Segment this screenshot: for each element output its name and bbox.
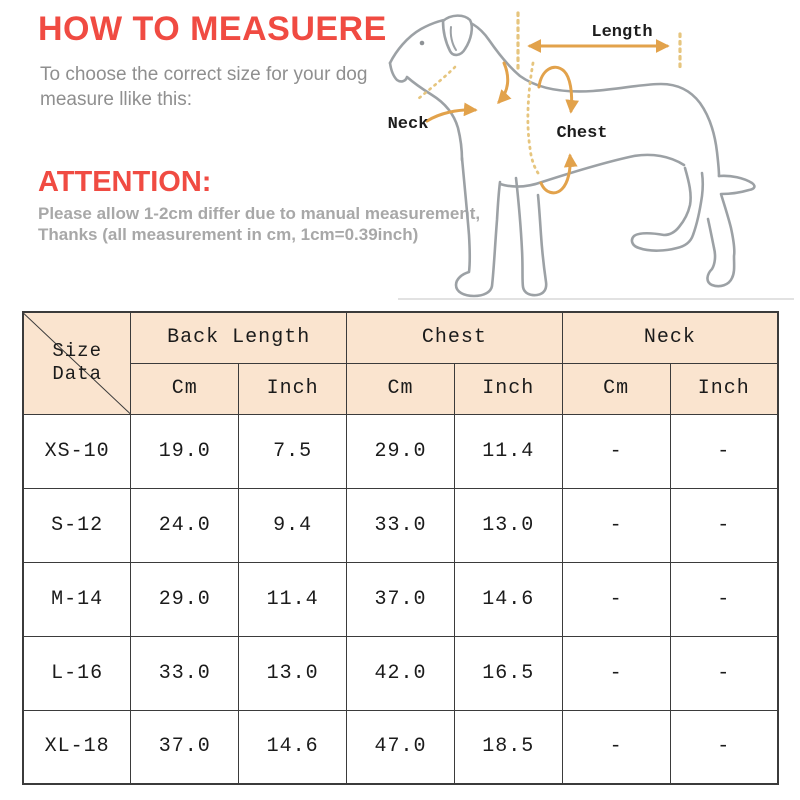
table-cell: 14.6	[239, 710, 347, 784]
table-row-m14	[23, 562, 778, 636]
table-cell: 7.5	[239, 414, 347, 488]
table-row-l16	[23, 636, 778, 710]
dog-ear	[443, 16, 472, 55]
subtitle-line-1: To choose the correct size for your dog	[40, 64, 368, 85]
table-cell: 37.0	[131, 710, 239, 784]
unit-header-back-cm: Cm	[131, 363, 239, 414]
size-label: L-16	[23, 636, 131, 710]
attention-line-1: Please allow 1-2cm differ due to manual measurement,	[38, 204, 481, 223]
table-cell: -	[562, 562, 670, 636]
unit-header-back-inch: Inch	[239, 363, 347, 414]
table-cell: 47.0	[347, 710, 455, 784]
table-cell: -	[562, 488, 670, 562]
unit-header-neck-inch: Inch	[670, 363, 778, 414]
table-cell: 19.0	[131, 414, 239, 488]
neck-arrow-lower-icon	[427, 110, 475, 121]
table-cell: 24.0	[131, 488, 239, 562]
unit-header-chest-cm: Cm	[347, 363, 455, 414]
size-label: XL-18	[23, 710, 131, 784]
dog-eye	[420, 41, 425, 46]
size-table	[22, 311, 779, 785]
table-cell: -	[670, 562, 778, 636]
size-label: M-14	[23, 562, 131, 636]
dog-front-leg-far	[516, 178, 546, 295]
dog-belly	[500, 155, 684, 187]
page-title: HOW TO MEASUERE	[38, 10, 387, 48]
table-cell: 42.0	[347, 636, 455, 710]
header-back-length: Back Length	[131, 312, 347, 363]
table-cell: 13.0	[454, 488, 562, 562]
attention-line-2: Thanks (all measurement in cm, 1cm=0.39inch)	[38, 225, 419, 244]
table-cell: 11.4	[239, 562, 347, 636]
table-cell: 16.5	[454, 636, 562, 710]
table-cell: -	[562, 414, 670, 488]
chest-dashed-guide	[528, 63, 538, 173]
table-row-xs10	[23, 414, 778, 488]
table-cell: 33.0	[131, 636, 239, 710]
header-neck: Neck	[562, 312, 778, 363]
table-row-s12	[23, 488, 778, 562]
table-cell: 13.0	[239, 636, 347, 710]
corner-label: Size Data	[52, 340, 102, 386]
table-cell: 14.6	[454, 562, 562, 636]
size-label: S-12	[23, 488, 131, 562]
dog-hind-leg-near	[632, 168, 703, 251]
table-cell: -	[670, 636, 778, 710]
table-cell: 11.4	[454, 414, 562, 488]
table-cell: -	[562, 636, 670, 710]
table-cell: -	[562, 710, 670, 784]
unit-header-neck-cm: Cm	[562, 363, 670, 414]
neck-dashed-guide	[418, 67, 455, 99]
header-chest: Chest	[347, 312, 563, 363]
neck-arrow-upper-icon	[499, 63, 508, 102]
neck-label: Neck	[387, 115, 429, 134]
table-cell: 29.0	[347, 414, 455, 488]
table-row-xl18	[23, 710, 778, 784]
table-cell: -	[670, 710, 778, 784]
subtitle	[40, 62, 367, 112]
table-cell: 33.0	[347, 488, 455, 562]
dog-front-leg-near	[456, 158, 500, 296]
length-label: Length	[591, 23, 653, 42]
chest-label: Chest	[556, 124, 608, 143]
unit-header-chest-inch: Inch	[454, 363, 562, 414]
attention-title: ATTENTION:	[38, 166, 212, 198]
dog-tail-rear	[707, 176, 754, 286]
table-cell: 29.0	[131, 562, 239, 636]
table-cell: 37.0	[347, 562, 455, 636]
size-label: XS-10	[23, 414, 131, 488]
subtitle-line-2: measure llike this:	[40, 89, 193, 110]
table-cell: 9.4	[239, 488, 347, 562]
table-cell: -	[670, 488, 778, 562]
table-cell: -	[670, 414, 778, 488]
table-cell: 18.5	[454, 710, 562, 784]
corner-cell	[23, 312, 131, 414]
dog-measurement-diagram	[358, 0, 800, 308]
dog-outline-back	[387, 19, 719, 176]
